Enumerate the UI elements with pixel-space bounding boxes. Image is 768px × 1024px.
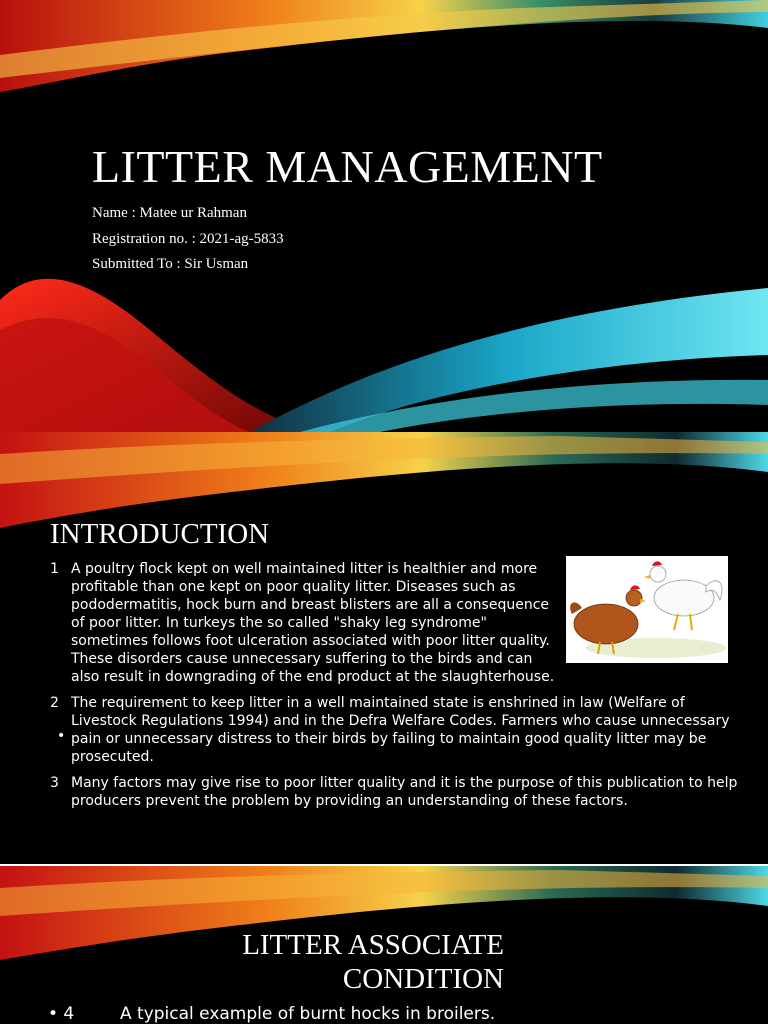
title-slide bbox=[0, 0, 768, 432]
bullet-number: • 4 bbox=[48, 1004, 75, 1024]
list-item bbox=[50, 560, 565, 686]
introduction-slide bbox=[0, 432, 768, 864]
list-item-text: Many factors may give rise to poor litter quality and it is the purpose of this publication to help producers prevent the problem by providing an understanding of these factors. bbox=[71, 775, 738, 809]
submitted-to: Submitted To : Sir Usman bbox=[92, 256, 249, 272]
litter-condition-slide bbox=[0, 866, 768, 1024]
slide-separator bbox=[0, 864, 768, 866]
list-item-text: A poultry flock kept on well maintained litter is healthier and more profitable than one kept on poor quality litter. Diseases such as pododermatitis, hock burn and breast blisters are all a consequence of poor litter. In turkeys the so called "shaky leg syndrome" sometimes follows foot ulceration associated with poor litter quality. These disorders cause unnecessary suffering to the birds and can also result in downgrading of the end product at the slaughterhouse. bbox=[71, 561, 555, 685]
slide-title: INTRODUCTION bbox=[50, 518, 270, 550]
bullet-marker: • bbox=[57, 728, 66, 744]
registration-number: Registration no. : 2021-ag-5833 bbox=[92, 231, 284, 247]
list-item-number: 3 bbox=[50, 775, 59, 791]
author-name: Name : Matee ur Rahman bbox=[92, 205, 247, 221]
list-item-number: 1 bbox=[50, 561, 59, 577]
slide-title: LITTER ASSOCIATE CONDITION bbox=[242, 929, 504, 995]
bullet-text: A typical example of burnt hocks in broilers. bbox=[120, 1004, 496, 1024]
list-item bbox=[50, 694, 740, 766]
list-item-number: 2 bbox=[50, 695, 59, 711]
list-item bbox=[50, 774, 740, 810]
list-item-text: The requirement to keep litter in a well maintained state is enshrined in law (Welfare of Livestock Regulations 1994) and in the Defra Welfare Codes. Farmers who cause unnecessary pain or unnecessary distress to their birds by failing to maintain good quality litter may be prosecuted. bbox=[71, 695, 730, 765]
introduction-list bbox=[50, 560, 740, 810]
bullet-line bbox=[48, 1004, 495, 1024]
presentation-title: LITTER MANAGEMENT bbox=[92, 141, 603, 192]
